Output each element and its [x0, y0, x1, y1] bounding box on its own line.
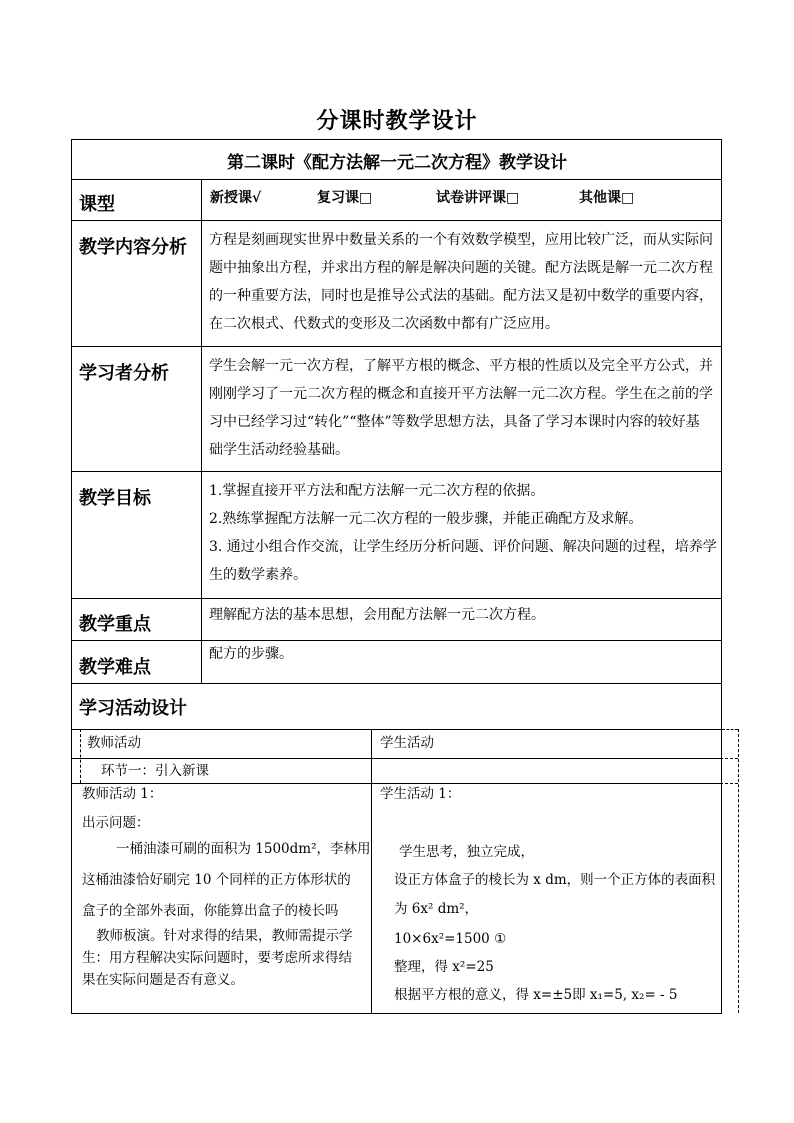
learner-analysis-text	[209, 352, 713, 464]
objective-item: 2.熟练掌握配方法解一元二次方程的一般步骤，并能正确配方及求解。	[209, 511, 643, 527]
text-line: 础学生活动经验基础。	[209, 442, 349, 458]
difficulties-label: 教学难点	[79, 657, 151, 678]
student-line: 为 6x² dm²，	[394, 901, 479, 917]
student-line: 设正方体盒子的棱长为 x dm，则一个正方体的表面积	[394, 872, 716, 888]
teacher-demo-text	[82, 925, 353, 991]
student-activity-header: 学生活动	[380, 735, 434, 751]
key-points-label: 教学重点	[79, 614, 151, 635]
student-line: 根据平方根的意义，得 x=±5即 x₁=5, x₂= - 5	[394, 987, 678, 1003]
teacher-activity-heading: 教师活动 1：	[82, 786, 163, 802]
table-border-top	[71, 139, 722, 140]
row-divider	[71, 683, 722, 684]
text-line: 在二次根式、代数式的变形及二次函数中都有广泛应用。	[209, 316, 559, 332]
objective-item: 1.掌握直接开平方法和配方法解一元二次方程的依据。	[209, 483, 545, 499]
row-divider	[71, 598, 722, 599]
text-line: 习中已经学习过“转化”“整体”等数学思想方法，具备了学习本课时内容的较好基	[209, 414, 700, 430]
course-type-review-option[interactable]: 复习课□	[317, 190, 373, 206]
content-analysis-text	[209, 226, 713, 338]
teacher-prompt: 出示问题：	[82, 815, 150, 831]
problem-line: 盒子的全部外表面，你能算出盒子的棱长吗	[82, 903, 339, 919]
key-points-text: 理解配方法的基本思想，会用配方法解一元二次方程。	[209, 607, 545, 623]
dashed-line	[738, 729, 739, 1013]
row-divider	[71, 346, 722, 347]
row-divider	[71, 179, 722, 180]
section-title: 环节一：引入新课	[101, 763, 209, 779]
student-line: 10×6x²=1500 ①	[394, 931, 507, 947]
difficulties-text: 配方的步骤。	[209, 646, 293, 662]
activity-column-divider	[371, 729, 372, 1013]
teacher-activity-header: 教师活动	[87, 735, 141, 751]
lesson-title: 第二课时《配方法解一元二次方程》教学设计	[227, 153, 567, 173]
objectives-text	[209, 477, 717, 589]
text-line: 题中抽象出方程，并求出方程的解是解决问题的关键。配方法既是解一元二次方程	[209, 260, 713, 276]
objectives-label: 教学目标	[79, 488, 151, 509]
text-line: 的一种重要方法，同时也是推导公式法的基础。配方法又是初中数学的重要内容，	[209, 288, 713, 304]
learner-analysis-label: 学习者分析	[79, 363, 169, 384]
row-divider	[71, 220, 722, 221]
text-line: 生：用方程解决实际问题时，要考虑所求得结	[82, 950, 352, 966]
row-divider	[71, 640, 722, 641]
text-line: 方程是刻画现实世界中数量关系的一个有效数学模型，应用比较广泛，而从实际问	[209, 232, 713, 248]
problem-line: 这桶油漆恰好刷完 10 个同样的正方体形状的	[82, 872, 351, 888]
text-line: 学生会解一元一次方程，了解平方根的概念、平方根的性质以及完全平方公式，并	[209, 358, 713, 374]
content-analysis-label: 教学内容分析	[79, 237, 187, 258]
text-line: 教师板演。针对求得的结果，教师需提示学	[96, 928, 353, 944]
page-title: 分课时教学设计	[316, 108, 478, 134]
objective-item: 3. 通过小组合作交流，让学生经历分析问题、评价问题、解决问题的过程，培养学	[209, 539, 717, 555]
student-activity-heading: 学生活动 1：	[380, 786, 461, 802]
activity-design-label: 学习活动设计	[79, 698, 187, 719]
course-type-other-option[interactable]: 其他课□	[579, 190, 635, 206]
problem-line: 一桶油漆可刷的面积为 1500dm²，李林用	[116, 841, 371, 857]
course-type-label: 课型	[79, 194, 115, 215]
dashed-line	[722, 729, 738, 730]
row-divider	[71, 471, 722, 472]
course-type-new-option[interactable]: 新授课√	[210, 190, 262, 206]
text-line: 果在实际问题是否有意义。	[82, 972, 244, 988]
table-border-left	[71, 139, 72, 1014]
dashed-line	[80, 729, 81, 783]
label-column-divider	[201, 179, 202, 683]
student-line: 学生思考，独立完成，	[399, 844, 534, 860]
course-type-exam-review-option[interactable]: 试卷讲评课□	[436, 190, 520, 206]
text-line: 刚刚学习了一元二次方程的概念和直接开平方法解一元二次方程。学生在之前的学	[209, 386, 713, 402]
objective-item: 生的数学素养。	[209, 567, 307, 583]
table-border-bottom	[71, 1013, 722, 1014]
student-line: 整理，得 x²=25	[394, 959, 494, 975]
activity-inner-right	[721, 729, 722, 1013]
